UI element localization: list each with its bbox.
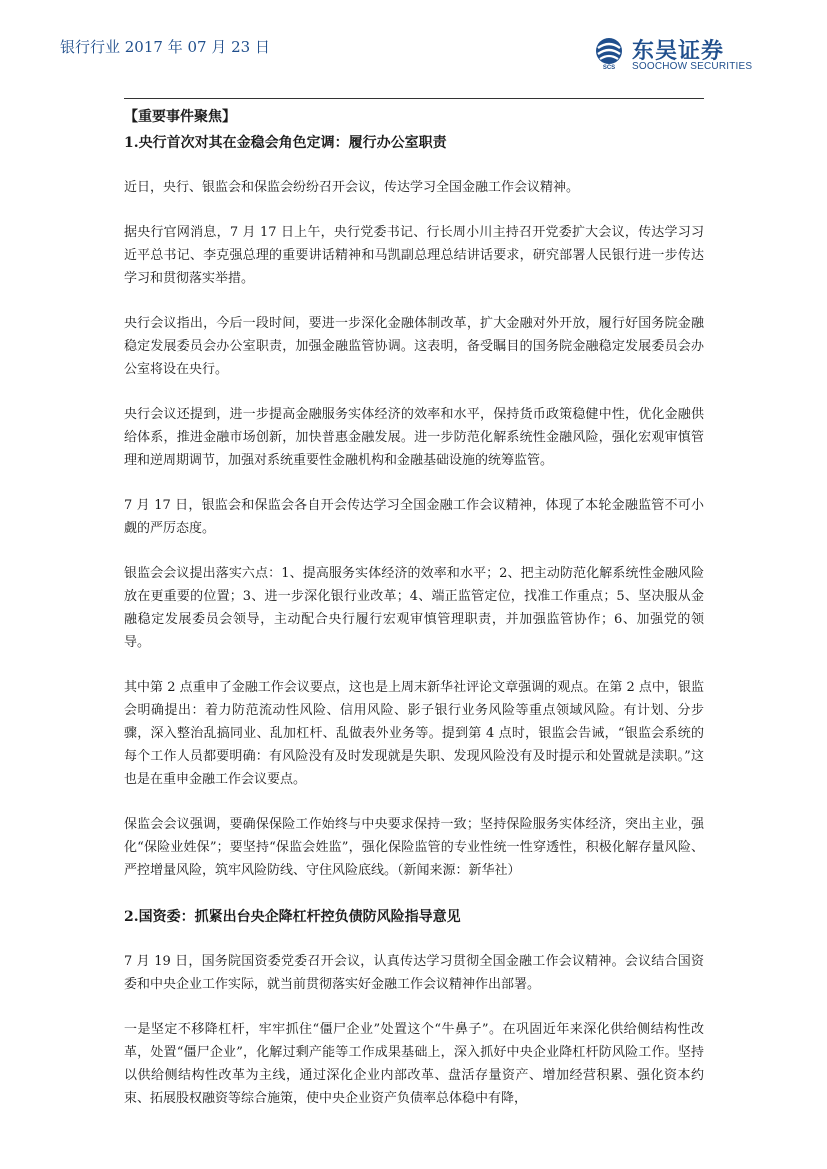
heading-2: 2.国资委：抓紧出台央企降杠杆控负债防风险指导意见	[124, 909, 461, 925]
paragraph-6: 银监会会议提出落实六点：1、提高服务实体经济的效率和水平；2、把主动防范化解系统性金融风险放在更重要的位置；3、进一步深化银行业改革；4、端正监管定位，找准工作重点；5、坚决服从金融稳定发展委员会领导，主动配合央行履行宏观审慎管理职责，并加强监管协作；6、加强党的领导。	[124, 566, 704, 650]
report-header-category-date: 银行行业 2017 年 07 月 23 日	[60, 38, 270, 56]
header-divider	[124, 98, 704, 99]
heading-1: 1.央行首次对其在金稳会角色定调：履行办公室职责	[124, 135, 447, 151]
paragraph-9: 7 月 19 日，国务院国资委党委召开会议，认真传达学习贯彻全国金融工作会议精神。会议结合国资委和中央企业工作实际，就当前贯彻落实好金融工作会议精神作出部署。	[124, 954, 704, 992]
paragraph-1: 近日，央行、银监会和保监会纷纷召开会议，传达学习全国金融工作会议精神。	[124, 180, 580, 195]
paragraph-2: 据央行官网消息，7 月 17 日上午，央行党委书记、行长周小川主持召开党委扩大会议，传达学习习近平总书记、李克强总理的重要讲话精神和马凯副总理总结讲话要求，研究部署人民银行进一步传达学习和贯彻落实举措。	[124, 225, 704, 286]
paragraph-5: 7 月 17 日，银监会和保监会各自开会传达学习全国金融工作会议精神，体现了本轮金融监管不可小觑的严厉态度。	[124, 498, 704, 536]
paragraph-8: 保监会会议强调，要确保保险工作始终与中央要求保持一致；坚持保险服务实体经济，突出主业，强化“保险业姓保”；要坚持“保监会姓监”，强化保险监管的专业性统一性穿透性，积极化解存量风险、严控增量风险，筑牢风险防线、守住风险底线。（新闻来源：新华社）	[124, 817, 704, 878]
paragraph-7: 其中第 2 点重申了金融工作会议要点，这也是上周末新华社评论文章强调的观点。在第 2 点中，银监会明确提出：着力防范流动性风险、信用风险、影子银行业务风险等重点领域风险。有计划、分步骤，深入整治乱搞同业、乱加杠杆、乱做表外业务等。提到第 4 点时，银监会告诫，“银监会系统的每个工作人员都要明确：有风险没有及时发现就是失职、发现风险没有及时提示和处置就是渎职。”这也是在重申金融工作会议要点。	[124, 680, 704, 787]
paragraph-10: 一是坚定不移降杠杆，牢牢抓住“僵尸企业”处置这个“牛鼻子”。在巩固近年来深化供给侧结构性改革，处置“僵尸企业”，化解过剩产能等工作成果基础上，深入抓好中央企业降杠杆防风险工作。坚持以供给侧结构性改革为主线，通过深化企业内部改革、盘活存量资产、增加经营积累、强化资本约束、拓展股权融资等综合施策，使中央企业资产负债率总体稳中有降，	[124, 1022, 704, 1106]
company-logo	[592, 34, 772, 74]
paragraph-4: 央行会议还提到，进一步提高金融服务实体经济的效率和水平，保持货币政策稳健中性，优化金融供给体系，推进金融市场创新，加快普惠金融发展。进一步防范化解系统性金融风险，强化宏观审慎管理和逆周期调节，加强对系统重要性金融机构和金融基础设施的统筹监管。	[124, 407, 704, 468]
logo-english-name: SOOCHOW SECURITIES	[632, 61, 753, 72]
paragraph-3: 央行会议指出，今后一段时间，要进一步深化金融体制改革，扩大金融对外开放，履行好国务院金融稳定发展委员会办公室职责，加强金融监管协调。这表明，备受瞩目的国务院金融稳定发展委员会办公室将设在央行。	[124, 316, 704, 377]
logo-chinese-name: 东吴证券	[632, 39, 725, 64]
soochow-logo-icon	[592, 36, 626, 70]
section-label: 【重要事件聚焦】	[124, 109, 236, 125]
logo-mark-text: SCS	[602, 65, 616, 70]
document-body	[124, 104, 704, 1110]
